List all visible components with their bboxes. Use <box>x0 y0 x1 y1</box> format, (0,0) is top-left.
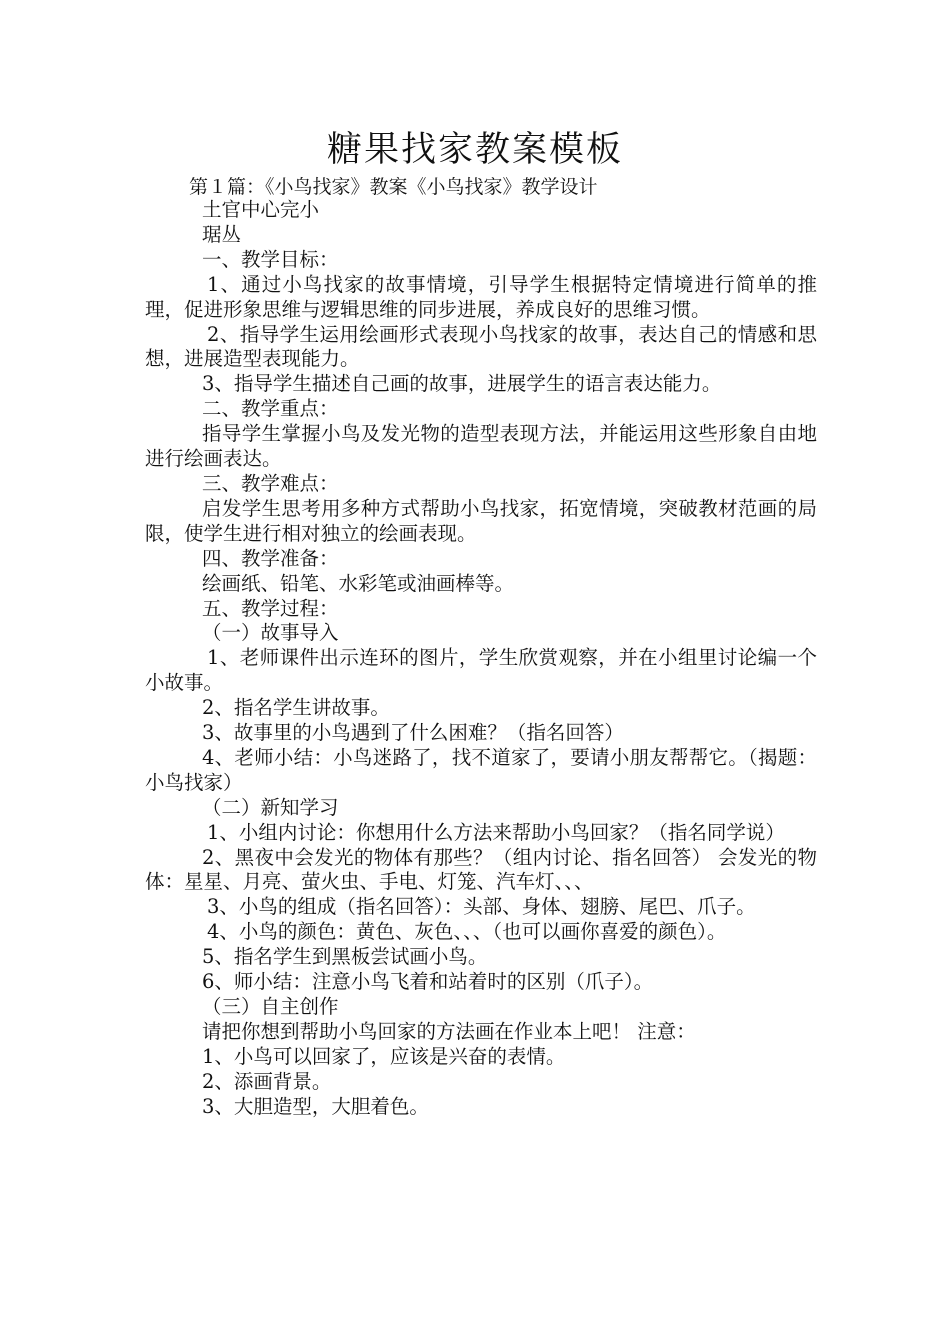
document-subtitle: 第１篇：《小鸟找家》教案《小鸟找家》教学设计 <box>189 176 598 198</box>
section-heading: 五、教学过程： <box>202 596 339 620</box>
paragraph: 3、故事里的小鸟遇到了什么困难？（指名回答） <box>202 721 624 745</box>
paragraph: 2、指名学生讲故事。 <box>202 696 390 720</box>
section-heading: 一、教学目标： <box>202 247 339 271</box>
paragraph: 4、老师小结：小鸟迷路了，找不道家了，要请小朋友帮帮它。（揭题：小鸟找家） <box>145 745 817 794</box>
document-title: 糖果找家教案模板 <box>326 130 623 170</box>
subsection-heading: （二）新知学习 <box>202 795 339 819</box>
paragraph: 1、小鸟可以回家了，应该是兴奋的表情。 <box>202 1044 566 1068</box>
paragraph: 6、师小结：注意小鸟飞着和站着时的区别（爪子）。 <box>202 970 654 994</box>
paragraph: 1、小组内讨论：你想用什么方法来帮助小鸟回家？（指名同学说） <box>207 820 785 844</box>
subsection-heading: （一）故事导入 <box>202 621 339 645</box>
paragraph: 2、黑夜中会发光的物体有那些？（组内讨论、指名回答） 会发光的物体：星星、月亮、萤火虫、手电、灯笼、汽车灯、、、 <box>145 845 817 894</box>
paragraph: 请把你想到帮助小鸟回家的方法画在作业本上吧！ 注意： <box>202 1019 696 1043</box>
paragraph: 2、指导学生运用绘画形式表现小鸟找家的故事，表达自己的情感和思想，进展造型表现能力。 <box>145 322 817 371</box>
paragraph: 4、小鸟的颜色：黄色、灰色、、、（也可以画你喜爱的颜色）。 <box>207 920 727 944</box>
paragraph: 指导学生掌握小鸟及发光物的造型表现方法，并能运用这些形象自由地进行绘画表达。 <box>145 422 817 471</box>
section-heading: 二、教学重点： <box>202 397 339 421</box>
paragraph: 启发学生思考用多种方式帮助小鸟找家，拓宽情境，突破教材范画的局限，使学生进行相对独立的绘画表现。 <box>145 496 817 545</box>
section-heading: 四、教学准备： <box>202 546 339 570</box>
paragraph: 绘画纸、铅笔、水彩笔或油画棒等。 <box>202 571 515 595</box>
subsection-heading: （三）自主创作 <box>202 995 339 1018</box>
author-name: 琚丛 <box>202 222 242 246</box>
paragraph: 5、指名学生到黑板尝试画小鸟。 <box>202 945 488 969</box>
paragraph: 1、通过小鸟找家的故事情境，引导学生根据特定情境进行简单的推理，促进形象思维与逻辑思维的同步进展，养成良好的思维习惯。 <box>145 272 817 321</box>
paragraph: 2、添画背景。 <box>202 1069 332 1093</box>
paragraph: 1、老师课件出示连环的图片，学生欣赏观察，并在小组里讨论编一个小故事。 <box>145 646 817 695</box>
paragraph: 3、大胆造型，大胆着色。 <box>202 1094 429 1118</box>
paragraph: 3、指导学生描述自己画的故事，进展学生的语言表达能力。 <box>202 372 722 396</box>
author-school: 土官中心完小 <box>202 198 320 221</box>
document-body <box>145 198 817 1120</box>
section-heading: 三、教学难点： <box>202 471 339 495</box>
paragraph: 3、小鸟的组成（指名回答）：头部、身体、翅膀、尾巴、爪子。 <box>207 895 756 919</box>
